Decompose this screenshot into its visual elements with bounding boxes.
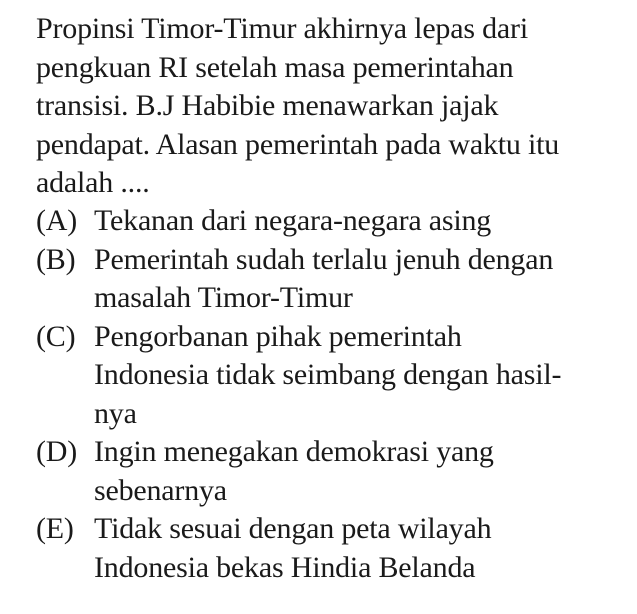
option-line: Indonesia tidak seimbang dengan hasil- <box>94 358 562 391</box>
option-letter: (E) <box>36 512 74 545</box>
option-line: sebenarnya <box>94 473 227 507</box>
option-c <box>36 318 626 434</box>
option-a <box>36 202 626 241</box>
option-line: Pengorbanan pihak pemerintah <box>94 319 462 353</box>
question-text <box>36 10 616 203</box>
option-letter: (D) <box>36 435 78 468</box>
option-line: Indonesia bekas Hindia Belanda <box>94 550 476 584</box>
option-line: Tidak sesuai dengan peta wilayah <box>94 512 492 545</box>
question-line: transisi. B.J Habibie menawarkan jajak <box>36 89 499 122</box>
option-line: masalah Timor-Timur <box>94 281 353 314</box>
option-letter: (C) <box>36 319 76 353</box>
option-b <box>36 241 626 318</box>
answer-options <box>36 202 626 587</box>
question-line: adalah .... <box>36 166 150 199</box>
option-line: Tekanan dari negara-negara asing <box>94 204 492 237</box>
option-text <box>94 202 626 241</box>
option-letter: (A) <box>36 204 78 237</box>
option-letter: (B) <box>36 242 76 276</box>
option-text <box>94 241 626 318</box>
option-e <box>36 510 626 587</box>
option-line: Pemerintah sudah terlalu jenuh dengan <box>94 242 554 276</box>
option-text <box>94 510 626 587</box>
option-text <box>94 433 626 510</box>
option-line: Ingin menegakan demokrasi yang <box>94 435 494 468</box>
question-line: Propinsi Timor-Timur akhirnya lepas dari <box>36 12 528 45</box>
question-line: pengkuan RI setelah masa pemerintahan <box>36 50 514 84</box>
question-line: pendapat. Alasan pemerintah pada waktu itu <box>36 127 560 161</box>
option-text <box>94 318 626 434</box>
option-d <box>36 433 626 510</box>
option-line: nya <box>94 396 137 430</box>
